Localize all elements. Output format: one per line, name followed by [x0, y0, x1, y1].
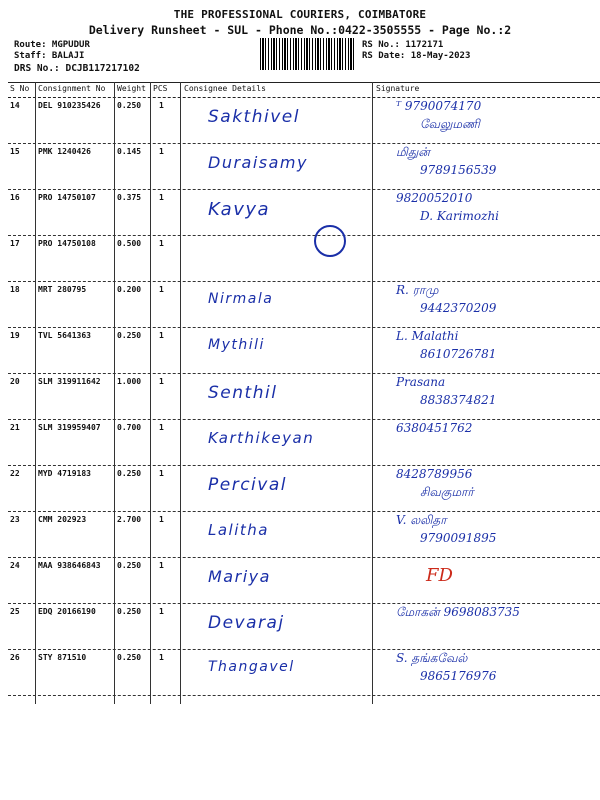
consignee-cell: Mariya	[208, 567, 271, 586]
pcs-cell: 1	[159, 469, 164, 478]
col-weight: Weight	[117, 84, 146, 93]
sig2-cell: D. Karimozhi	[420, 209, 500, 223]
consignee-cell: Nirmala	[208, 291, 274, 307]
sig1-cell: L. Malathi	[396, 329, 459, 343]
circled-mark	[314, 225, 346, 257]
sig1-cell: V. லலிதா	[396, 513, 447, 527]
pcs-cell: 1	[159, 285, 164, 294]
table-row	[8, 603, 600, 650]
pcs-cell: 1	[159, 331, 164, 340]
col-consignment: Consignment No	[38, 84, 106, 93]
table-row	[8, 419, 600, 466]
pcs-cell: 1	[159, 561, 164, 570]
sig2-cell: 8838374821	[420, 393, 497, 407]
weight-cell: 0.250	[117, 653, 142, 662]
sig1-cell: 9820052010	[396, 191, 473, 205]
pcs-cell: 1	[159, 515, 164, 524]
weight-cell: 0.250	[117, 607, 142, 616]
consignee-cell: Karthikeyan	[208, 429, 315, 447]
consignment-cell: EDQ 20166190	[38, 607, 96, 616]
col-pcs: PCS	[153, 84, 168, 93]
pcs-cell: 1	[159, 653, 164, 662]
sig2-cell: 9790091895	[420, 531, 497, 545]
weight-cell: 0.500	[117, 239, 142, 248]
sig2-cell: சிவகுமார்	[420, 485, 474, 499]
sig1-cell: 6380451762	[396, 421, 473, 435]
rs-number: RS No.: 1172171	[362, 40, 444, 50]
sno-cell: 21	[10, 423, 20, 432]
consignment-cell: MAA 938646843	[38, 561, 101, 570]
consignment-cell: PMK 1240426	[38, 147, 91, 156]
consignee-cell: Thangavel	[208, 659, 295, 675]
sno-cell: 26	[10, 653, 20, 662]
consignment-cell: CMM 202923	[38, 515, 87, 524]
weight-cell: 0.250	[117, 331, 142, 340]
sig2-cell: 9865176976	[420, 669, 497, 683]
pcs-cell: 1	[159, 607, 164, 616]
table-row	[8, 557, 600, 604]
sno-cell: 18	[10, 285, 20, 294]
document-subtitle: Delivery Runsheet - SUL - Phone No.:0422-3505555 - Page No.:2	[88, 23, 512, 37]
sig1-cell: 8428789956	[396, 467, 473, 481]
consignment-cell: PRO 14750108	[38, 239, 96, 248]
col-consignee: Consignee Details	[184, 84, 266, 93]
sno-cell: 17	[10, 239, 20, 248]
consignment-cell: MYD 4719183	[38, 469, 91, 478]
sig1-cell: மோகன் 9698083735	[396, 605, 520, 619]
consignee-cell: Kavya	[208, 199, 271, 220]
sig1-cell: Prasana	[396, 375, 446, 389]
consignment-cell: STY 871510	[38, 653, 87, 662]
sno-cell: 15	[10, 147, 20, 156]
consignment-cell: DEL 910235426	[38, 101, 101, 110]
consignment-cell: SLM 319959407	[38, 423, 101, 432]
rs-date: RS Date: 18-May-2023	[362, 51, 471, 61]
consignee-cell: Lalitha	[208, 521, 269, 539]
weight-cell: 0.250	[117, 469, 142, 478]
sig1-cell: ᵀ 9790074170	[396, 99, 482, 113]
col-signature: Signature	[376, 84, 420, 93]
sno-cell: 25	[10, 607, 20, 616]
weight-cell: 0.700	[117, 423, 142, 432]
pcs-cell: 1	[159, 377, 164, 386]
table-header	[8, 82, 600, 98]
drs-number: DRS No.: DCJB117217102	[14, 63, 140, 74]
table-row	[8, 373, 600, 420]
weight-cell: 0.250	[117, 101, 142, 110]
table-row	[8, 649, 600, 696]
staff-label: Staff: BALAJI	[14, 51, 85, 61]
consignment-cell: TVL 5641363	[38, 331, 91, 340]
weight-cell: 0.145	[117, 147, 142, 156]
sig2-cell: 9442370209	[420, 301, 497, 315]
pcs-cell: 1	[159, 147, 164, 156]
sno-cell: 22	[10, 469, 20, 478]
sig1-cell: FD	[426, 565, 453, 586]
route-label: Route: MGPUDUR	[14, 40, 90, 50]
table-row	[8, 143, 600, 190]
sig2-cell: 9789156539	[420, 163, 497, 177]
barcode	[260, 38, 356, 70]
sno-cell: 24	[10, 561, 20, 570]
sno-cell: 23	[10, 515, 20, 524]
weight-cell: 1.000	[117, 377, 142, 386]
consignee-cell: Devaraj	[208, 613, 285, 633]
sig2-cell: வேலுமணி	[420, 117, 480, 131]
consignee-cell: Duraisamy	[208, 153, 308, 172]
table-row	[8, 327, 600, 374]
weight-cell: 0.375	[117, 193, 142, 202]
table-row	[8, 235, 600, 282]
consignee-cell: Sakthivel	[208, 107, 300, 127]
table-row	[8, 189, 600, 236]
consignee-cell: Senthil	[208, 383, 278, 403]
consignee-cell: Mythili	[208, 337, 265, 353]
col-sno: S No	[10, 84, 30, 93]
sno-cell: 19	[10, 331, 20, 340]
pcs-cell: 1	[159, 101, 164, 110]
sig1-cell: R. ராமு	[396, 283, 439, 297]
table-row	[8, 281, 600, 328]
sig1-cell: S. தங்கவேல்	[396, 651, 468, 665]
weight-cell: 0.200	[117, 285, 142, 294]
consignment-cell: PRO 14750107	[38, 193, 96, 202]
sno-cell: 14	[10, 101, 20, 110]
consignee-cell: Percival	[208, 475, 287, 495]
weight-cell: 0.250	[117, 561, 142, 570]
table-row	[8, 465, 600, 512]
document-title: THE PROFESSIONAL COURIERS, COIMBATORE	[173, 8, 427, 21]
weight-cell: 2.700	[117, 515, 142, 524]
pcs-cell: 1	[159, 423, 164, 432]
table-row	[8, 97, 600, 144]
consignment-cell: SLM 319911642	[38, 377, 101, 386]
pcs-cell: 1	[159, 193, 164, 202]
sno-cell: 20	[10, 377, 20, 386]
sig2-cell: 8610726781	[420, 347, 497, 361]
consignment-cell: MRT 280795	[38, 285, 87, 294]
sig1-cell: மிதுன்	[396, 145, 430, 159]
pcs-cell: 1	[159, 239, 164, 248]
table-row	[8, 511, 600, 558]
sno-cell: 16	[10, 193, 20, 202]
